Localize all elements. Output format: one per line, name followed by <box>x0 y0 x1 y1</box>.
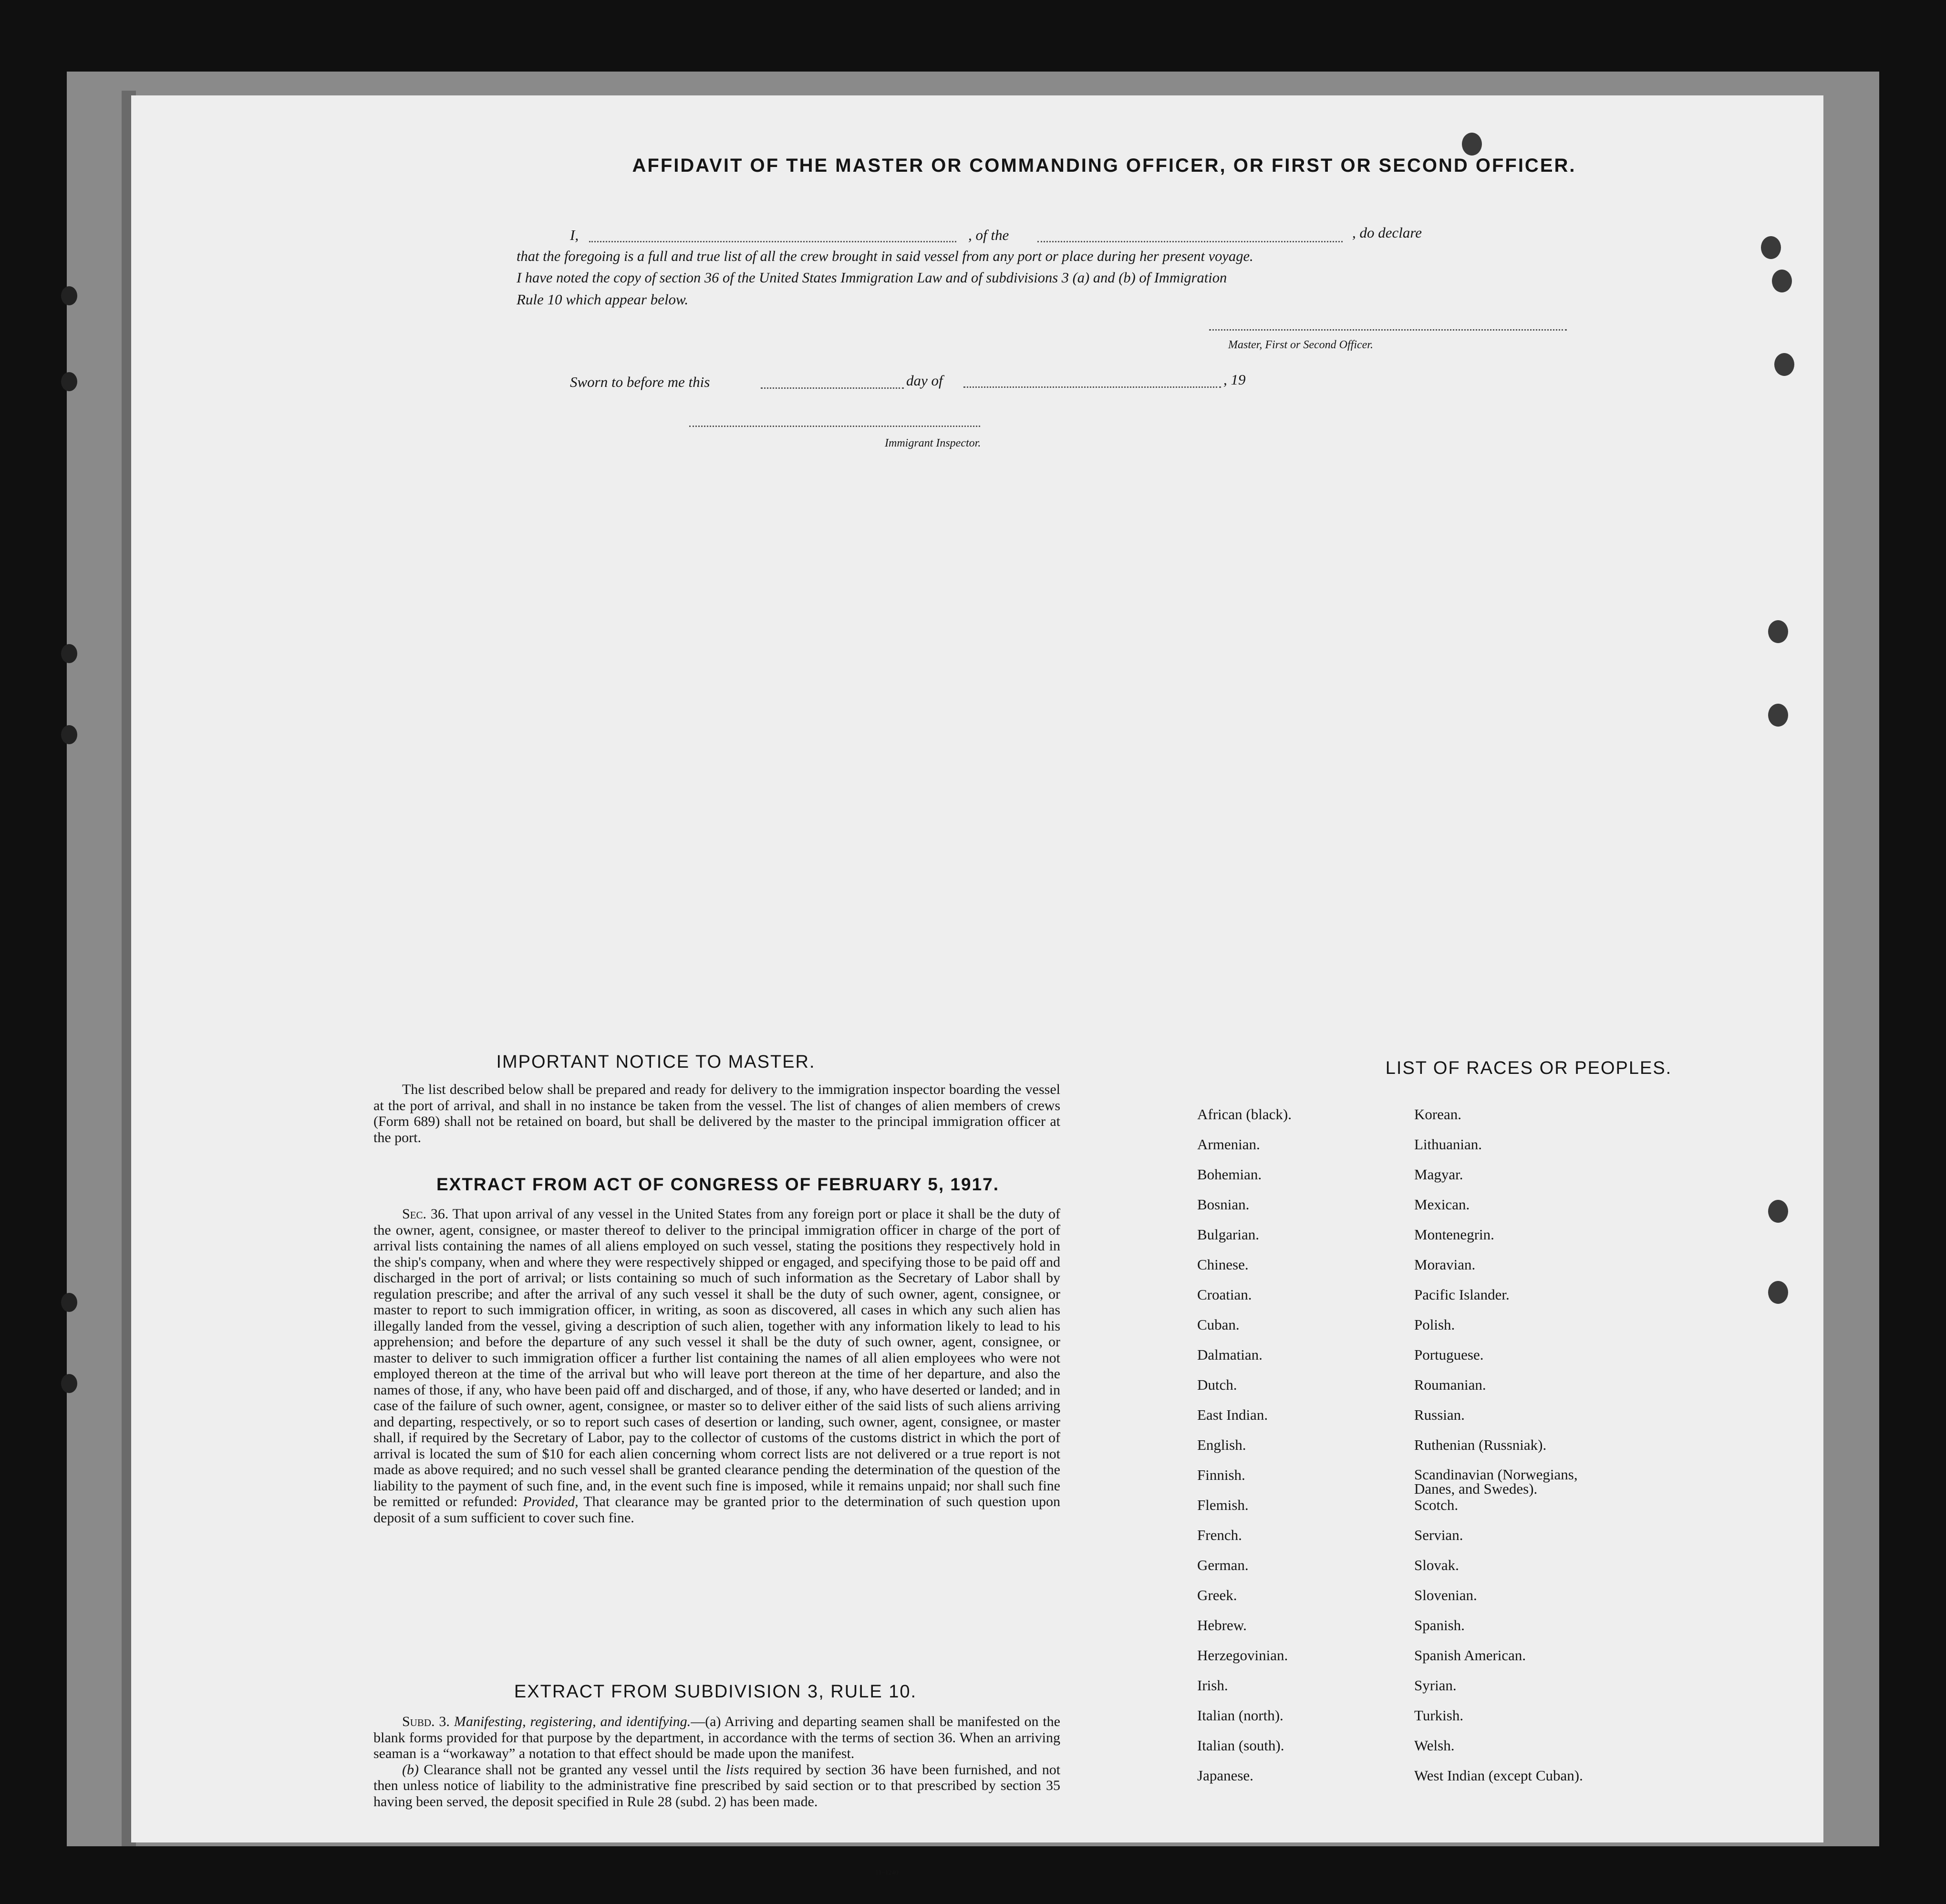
race-item: Scandinavian (Norwegians, Danes, and Swedes). <box>1414 1466 1578 1497</box>
race-item: Roumanian. <box>1414 1376 1486 1393</box>
subdivision-b-paragraph <box>373 1762 1060 1810</box>
binder-hole <box>61 725 77 744</box>
binder-hole <box>61 1374 77 1393</box>
race-item: Bohemian. <box>1197 1166 1262 1183</box>
punch-hole <box>1462 133 1482 156</box>
race-item: Bulgarian. <box>1197 1226 1259 1243</box>
affidavit-title: AFFIDAVIT OF THE MASTER OR COMMANDING OFFICER, OR FIRST OR SECOND OFFICER. <box>632 155 1576 176</box>
race-item: Servian. <box>1414 1527 1463 1543</box>
race-item: Spanish American. <box>1414 1647 1526 1664</box>
race-item: Pacific Islander. <box>1414 1286 1510 1303</box>
extract-rule-body <box>373 1714 1060 1810</box>
punch-hole <box>1772 270 1792 292</box>
race-item: Dalmatian. <box>1197 1346 1263 1363</box>
race-item: Russian. <box>1414 1406 1465 1423</box>
section-36-paragraph <box>373 1206 1060 1526</box>
race-item: Japanese. <box>1197 1767 1253 1784</box>
race-item: Polish. <box>1414 1316 1455 1333</box>
affidavit-line-3: I have noted the copy of section 36 of the United States Immigration Law and of subdivisions 3 (a) and (b) of Immigration <box>517 270 1227 286</box>
race-item: Korean. <box>1414 1106 1461 1123</box>
race-item: Herzegovinian. <box>1197 1647 1288 1664</box>
races-right-column <box>1414 1107 1615 1798</box>
binder-hole <box>61 1293 77 1312</box>
year-text: , 19 <box>1223 371 1246 388</box>
clause-b-label: (b) <box>402 1761 419 1778</box>
day-of-text: day of <box>906 372 943 389</box>
race-item: Ruthenian (Russniak). <box>1414 1436 1547 1453</box>
punch-hole <box>1761 236 1781 259</box>
subdivision-label: Subd. 3. <box>402 1714 450 1729</box>
clause-b-text-1: Clearance shall not be granted any vessel until the <box>424 1761 721 1778</box>
inspector-signature-caption: Immigrant Inspector. <box>885 437 981 449</box>
name-blank[interactable] <box>589 241 956 242</box>
race-item: Dutch. <box>1197 1376 1237 1393</box>
notice-body <box>373 1082 1060 1145</box>
race-item: Scotch. <box>1414 1497 1459 1513</box>
provided-word: Provided, <box>523 1494 579 1509</box>
subdivision-a-paragraph: Subd. 3. Manifesting, registering, and identifying.—(a) Arriving and departing seamen shall be manifested on the blank forms provided for that purpose by the department, in accordance with the terms of section 36. When an arriving seaman is a “workaway” a notation to that effect should be made upon the manifest. <box>373 1714 1060 1761</box>
inspector-signature-line[interactable] <box>689 426 980 427</box>
race-item: Welsh. <box>1414 1737 1455 1754</box>
extract-act-title: EXTRACT FROM ACT OF CONGRESS OF FEBRUARY 5, 1917. <box>436 1175 1000 1194</box>
race-item: Chinese. <box>1197 1256 1249 1273</box>
punch-hole <box>1774 353 1794 376</box>
punch-hole <box>1768 620 1788 643</box>
clause-a-text: Arriving and departing seamen shall be manifested on the blank forms provided for that purpose by the department, in accordance with the terms of section 36. When an arriving seaman is a “workaway” a notation to that effect should be made upon the manifest. <box>373 1714 1060 1761</box>
race-item: Finnish. <box>1197 1467 1245 1483</box>
extract-rule-title: EXTRACT FROM SUBDIVISION 3, RULE 10. <box>514 1682 917 1702</box>
form-page <box>131 95 1823 1876</box>
binder-hole <box>61 286 77 305</box>
race-item: Mexican. <box>1414 1196 1470 1213</box>
races-left-column <box>1197 1107 1292 1798</box>
affidavit-of-the: , of the <box>968 227 1009 243</box>
race-item: German. <box>1197 1557 1249 1573</box>
race-item: Flemish. <box>1197 1497 1249 1513</box>
race-item: Lithuanian. <box>1414 1136 1482 1153</box>
race-item: Hebrew. <box>1197 1617 1247 1633</box>
race-item: Bosnian. <box>1197 1196 1250 1213</box>
race-item: Croatian. <box>1197 1286 1252 1303</box>
race-item: Armenian. <box>1197 1136 1260 1153</box>
race-item: West Indian (except Cuban). <box>1414 1767 1583 1784</box>
section-label: Sec. 36. <box>402 1206 449 1222</box>
race-item: Cuban. <box>1197 1316 1240 1333</box>
notice-paragraph: The list described below shall be prepared and ready for delivery to the immigration inspector boarding the vessel at the port of arrival, and shall in no instance be taken from the vessel. The list of changes of alien members of crews (Form 689) shall not be retained on board, but shall be delivered by the master to the principal immigration officer at the port. <box>373 1082 1060 1145</box>
master-signature-line[interactable] <box>1209 329 1567 331</box>
race-item: Turkish. <box>1414 1707 1464 1724</box>
punch-hole <box>1768 704 1788 727</box>
race-item: African (black). <box>1197 1106 1292 1123</box>
race-item: Greek. <box>1197 1587 1237 1603</box>
affidavit-do-declare: , do declare <box>1352 224 1422 241</box>
notice-title: IMPORTANT NOTICE TO MASTER. <box>496 1052 816 1072</box>
race-item: Italian (south). <box>1197 1737 1284 1754</box>
affidavit-line-4: Rule 10 which appear below. <box>517 291 689 308</box>
extract-act-body <box>373 1206 1060 1526</box>
clause-b-text-2: required by section 36 have been furnished, and not then unless notice of liability to the administrative fine prescribed by said section or to that prescribed by section 35 having been served, the deposit specified in Rule 28 (subd. 2) has been made. <box>373 1761 1061 1810</box>
form-number: 11–1240 <box>875 1869 899 1876</box>
binder-hole <box>61 372 77 391</box>
sworn-month-blank[interactable] <box>963 386 1221 388</box>
subdivision-heading: Manifesting, registering, and identifying. <box>454 1714 691 1729</box>
sworn-day-blank[interactable] <box>761 387 904 389</box>
section-36-text: That upon arrival of any vessel in the United States from any foreign port or place it shall be the duty of the owner, agent, consignee, or master thereof to deliver to the principal immigration officer in charge of the port of arrival lists containing the names of all aliens employed on such vessel, stating the positions they respectively hold in the ship's company, when and where they were respectively shipped or engaged, and specifying those to be paid off and discharged in the port of arrival; or lists containing so much of such information as the Secretary of Labor shall by regulation prescribe; and after the arrival of any such vessel it shall be the duty of such owner, agent, consignee, or master to report to such immigration officer, in writing, as soon as discovered, all cases in which any such alien has illegally landed from the vessel, giving a description of such alien, together with any information likely to lead to his apprehension; and before the departure of any such vessel it shall be the duty of such owner, agent, consignee, or master to deliver to such immigration officer a further list containing the names of all alien employees who were not employed thereon at the time of the arrival but who will leave port thereon at the time of her departure, and also the names of those, if any, who have been paid off and discharged, and of those, if any, who have deserted or landed; and in case of the failure of such owner, agent, consignee, or master so to deliver either of the said lists of such aliens arriving and departing, respectively, or so to report such cases of desertion or landing, such owner, agent, consignee, or master shall, if required by the Secretary of Labor, pay to the collector of customs of the customs district in which the port of arrival is located the sum of $10 for each alien concerning whom correct lists are not delivered or a true report is not made as above required; and no such vessel shall be granted clearance pending the determination of the question of the liability to the payment of such fine, and, in the event such fine is imposed, while it remains unpaid; nor shall such fine be remitted or refunded: <box>373 1206 1060 1509</box>
race-item: Moravian. <box>1414 1256 1476 1273</box>
clause-a-label: (a) <box>705 1714 721 1729</box>
race-item: Italian (north). <box>1197 1707 1284 1724</box>
race-item: Irish. <box>1197 1677 1228 1694</box>
race-item: Slovenian. <box>1414 1587 1477 1603</box>
affidavit-line-2: that the foregoing is a full and true list of all the crew brought in said vessel from any port or place during her present voyage. <box>517 248 1253 264</box>
vessel-blank[interactable] <box>1037 241 1343 242</box>
race-item: French. <box>1197 1527 1242 1543</box>
master-signature-caption: Master, First or Second Officer. <box>1228 339 1373 351</box>
affidavit-i: I, <box>570 227 579 243</box>
punch-hole <box>1768 1200 1788 1223</box>
race-item: Slovak. <box>1414 1557 1459 1573</box>
clause-b-lists: lists <box>725 1761 749 1778</box>
binder-hole <box>61 644 77 663</box>
race-item: English. <box>1197 1436 1246 1453</box>
sworn-text: Sworn to before me this <box>570 374 710 390</box>
race-item: Montenegrin. <box>1414 1226 1494 1243</box>
races-title: LIST OF RACES OR PEOPLES. <box>1385 1058 1672 1078</box>
race-item: Magyar. <box>1414 1166 1463 1183</box>
punch-hole <box>1768 1281 1788 1304</box>
race-item: Syrian. <box>1414 1677 1457 1694</box>
section-36-tail: That clearance may be granted prior to the determination of such question upon deposit of a sum sufficient to cover such fine. <box>373 1494 1061 1526</box>
race-item: East Indian. <box>1197 1406 1268 1423</box>
race-item: Portuguese. <box>1414 1346 1484 1363</box>
race-item: Spanish. <box>1414 1617 1465 1633</box>
